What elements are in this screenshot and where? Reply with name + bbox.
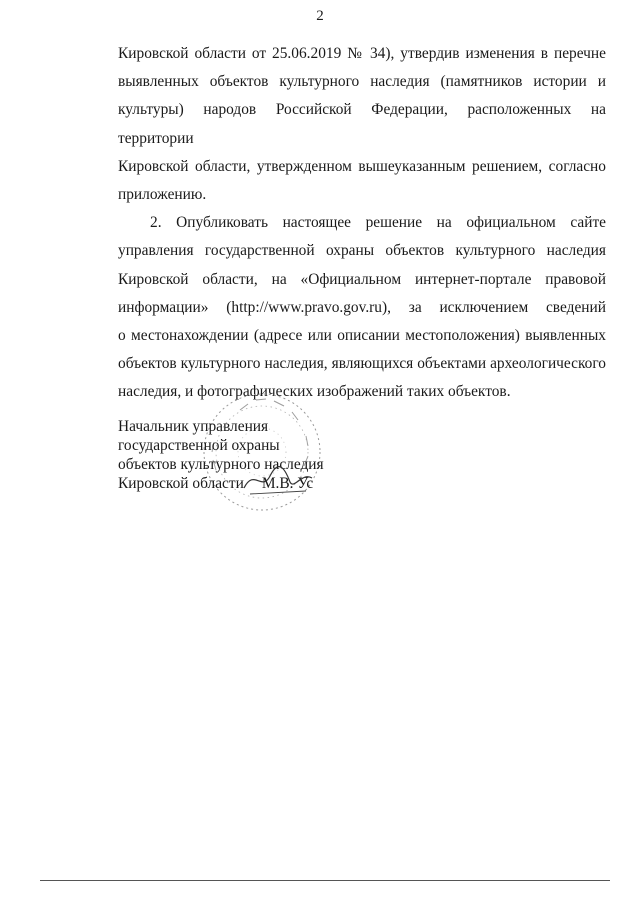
text-line: наследия, и фотографических изображений таких объектов. [118,383,511,401]
text-line: объектов культурного наследия, являющихся объектами археологического [118,355,606,373]
text-line: Кировской области от 25.06.2019 № 34), утвердив изменения в перечне [118,45,606,62]
item-2-paragraph-continued [118,237,606,406]
signatory-title-line: государственной охраны [118,437,280,454]
text-line: культуры) народов Российской Федерации, расположенных на территории [118,101,606,147]
item-1-continuation-paragraph [118,40,606,209]
text-line: Кировской области, утвержденном вышеуказанным решением, согласно [118,157,606,175]
signatory-title-line: Начальник управления [118,418,269,435]
text-line: приложению. [118,186,207,204]
signatory-title-text: Кировской области [118,475,244,492]
text-line: управления государственной охраны объектов культурного наследия [118,242,606,260]
text-line: о местонахождении (адресе или описании местоположения) выявленных [118,327,606,345]
text-line: Кировской области, на «Официальном интернет-портале правовой [118,270,606,288]
text-line: 2. Опубликовать настоящее решение на официальном сайте [150,214,606,232]
document-body [118,40,606,407]
text-line: выявленных объектов культурного наследия (памятников истории и [118,73,606,91]
text-line: информации» (http://www.pravo.gov.ru), за исключением сведений [118,298,606,316]
handwritten-signature [240,458,320,498]
footer-divider [40,880,610,881]
item-2-paragraph [118,209,606,237]
signatory-title-line: объектов культурного наследия [118,456,324,473]
signatory-name: М.В. Ус [261,475,314,492]
page-number: 2 [316,8,324,24]
